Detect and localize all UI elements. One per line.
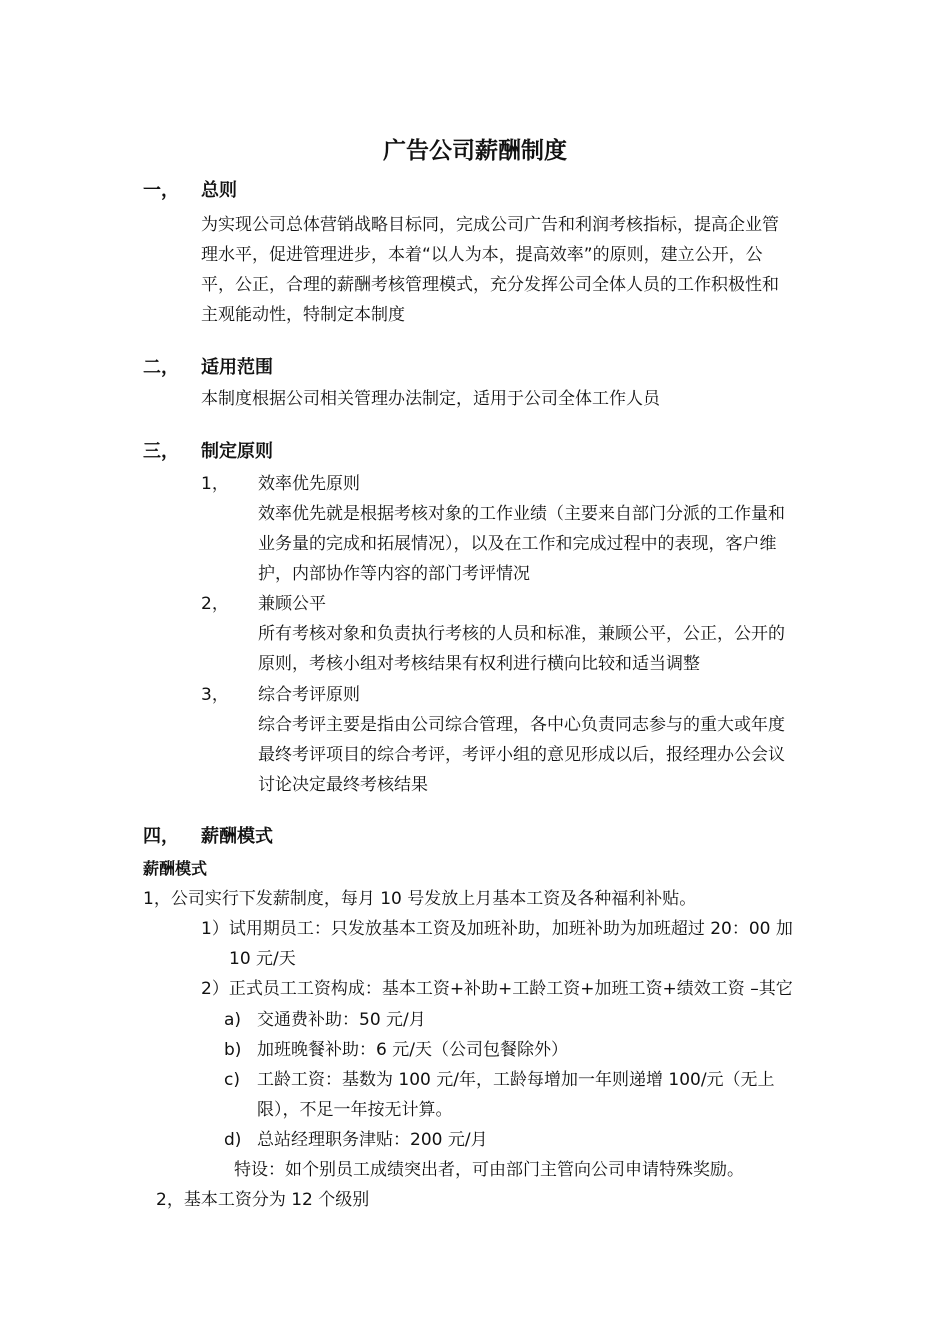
allowance-d-label: d) (224, 1130, 242, 1150)
section-4-heading: 薪酬模式 (201, 826, 273, 847)
allowance-a-text: 交通费补助：50 元/月 (257, 1010, 426, 1030)
section-2-heading: 适用范围 (201, 357, 273, 378)
salary-rule-1: 1，公司实行下发薪制度，每月 10 号发放上月基本工资及各种福利补贴。 (143, 889, 697, 909)
principle-1-line: 效率优先就是根据考核对象的工作业绩（主要来自部门分派的工作量和 (258, 504, 785, 524)
principle-2-title: 兼顾公平 (258, 594, 326, 614)
allowance-c-text: 工龄工资：基数为 100 元/年，工龄每增加一年则递增 100/元（无上 (257, 1070, 775, 1090)
principle-3-title: 综合考评原则 (258, 685, 360, 705)
section-1-heading: 总则 (201, 180, 237, 201)
section-1-line: 理水平，促进管理进步，本着“以人为本，提高效率”的原则，建立公开，公 (201, 245, 763, 265)
allowance-c-text-cont: 限），不足一年按无计算。 (257, 1100, 453, 1120)
allowance-b-text: 加班晚餐补助：6 元/天（公司包餐除外） (257, 1040, 568, 1060)
principle-2-line: 所有考核对象和负责执行考核的人员和标准，兼顾公平，公正，公开的 (258, 624, 785, 644)
probation-salary-line: 1）试用期员工：只发放基本工资及加班补助，加班补助为加班超过 20：00 加 (201, 919, 793, 939)
principle-3-line: 综合考评主要是指由公司综合管理，各中心负责同志参与的重大或年度 (258, 715, 785, 735)
principle-2-number: 2， (201, 594, 229, 614)
document-title: 广告公司薪酬制度 (383, 138, 567, 164)
allowance-b-label: b) (224, 1040, 242, 1060)
principle-3-line: 讨论决定最终考核结果 (258, 775, 428, 795)
section-2-number: 二， (143, 357, 179, 378)
allowance-a-label: a) (224, 1010, 242, 1030)
principle-1-number: 1， (201, 474, 229, 494)
principle-1-line: 护，内部协作等内容的部门考评情况 (258, 564, 530, 584)
principle-3-line: 最终考评项目的综合考评，考评小组的意见形成以后，报经理办公会议 (258, 745, 785, 765)
section-1-line: 为实现公司总体营销战略目标同，完成公司广告和利润考核指标，提高企业管 (201, 215, 779, 235)
principle-3-number: 3， (201, 685, 229, 705)
allowance-d-text: 总站经理职务津贴：200 元/月 (257, 1130, 488, 1150)
principle-1-title: 效率优先原则 (258, 474, 360, 494)
section-4-subheading: 薪酬模式 (143, 859, 208, 878)
probation-salary-line-cont: 10 元/天 (229, 949, 296, 969)
section-2-line: 本制度根据公司相关管理办法制定，适用于公司全体工作人员 (201, 389, 660, 409)
special-reward-note: 特设：如个别员工成绩突出者，可由部门主管向公司申请特殊奖励。 (234, 1160, 744, 1180)
section-1-line: 主观能动性，特制定本制度 (201, 305, 405, 325)
section-3-heading: 制定原则 (201, 441, 273, 462)
section-1-number: 一， (143, 180, 179, 201)
regular-salary-structure: 2）正式员工工资构成：基本工资+补助+工龄工资+加班工资+绩效工资 –其它 (201, 979, 793, 999)
principle-1-line: 业务量的完成和拓展情况），以及在工作和完成过程中的表现，客户维 (258, 534, 777, 554)
section-4-number: 四， (143, 826, 179, 847)
salary-rule-2: 2，基本工资分为 12 个级别 (156, 1190, 370, 1210)
section-1-line: 平，公正，合理的薪酬考核管理模式，充分发挥公司全体人员的工作积极性和 (201, 275, 779, 295)
section-3-number: 三， (143, 441, 179, 462)
allowance-c-label: c) (224, 1070, 240, 1090)
principle-2-line: 原则，考核小组对考核结果有权利进行横向比较和适当调整 (258, 654, 700, 674)
